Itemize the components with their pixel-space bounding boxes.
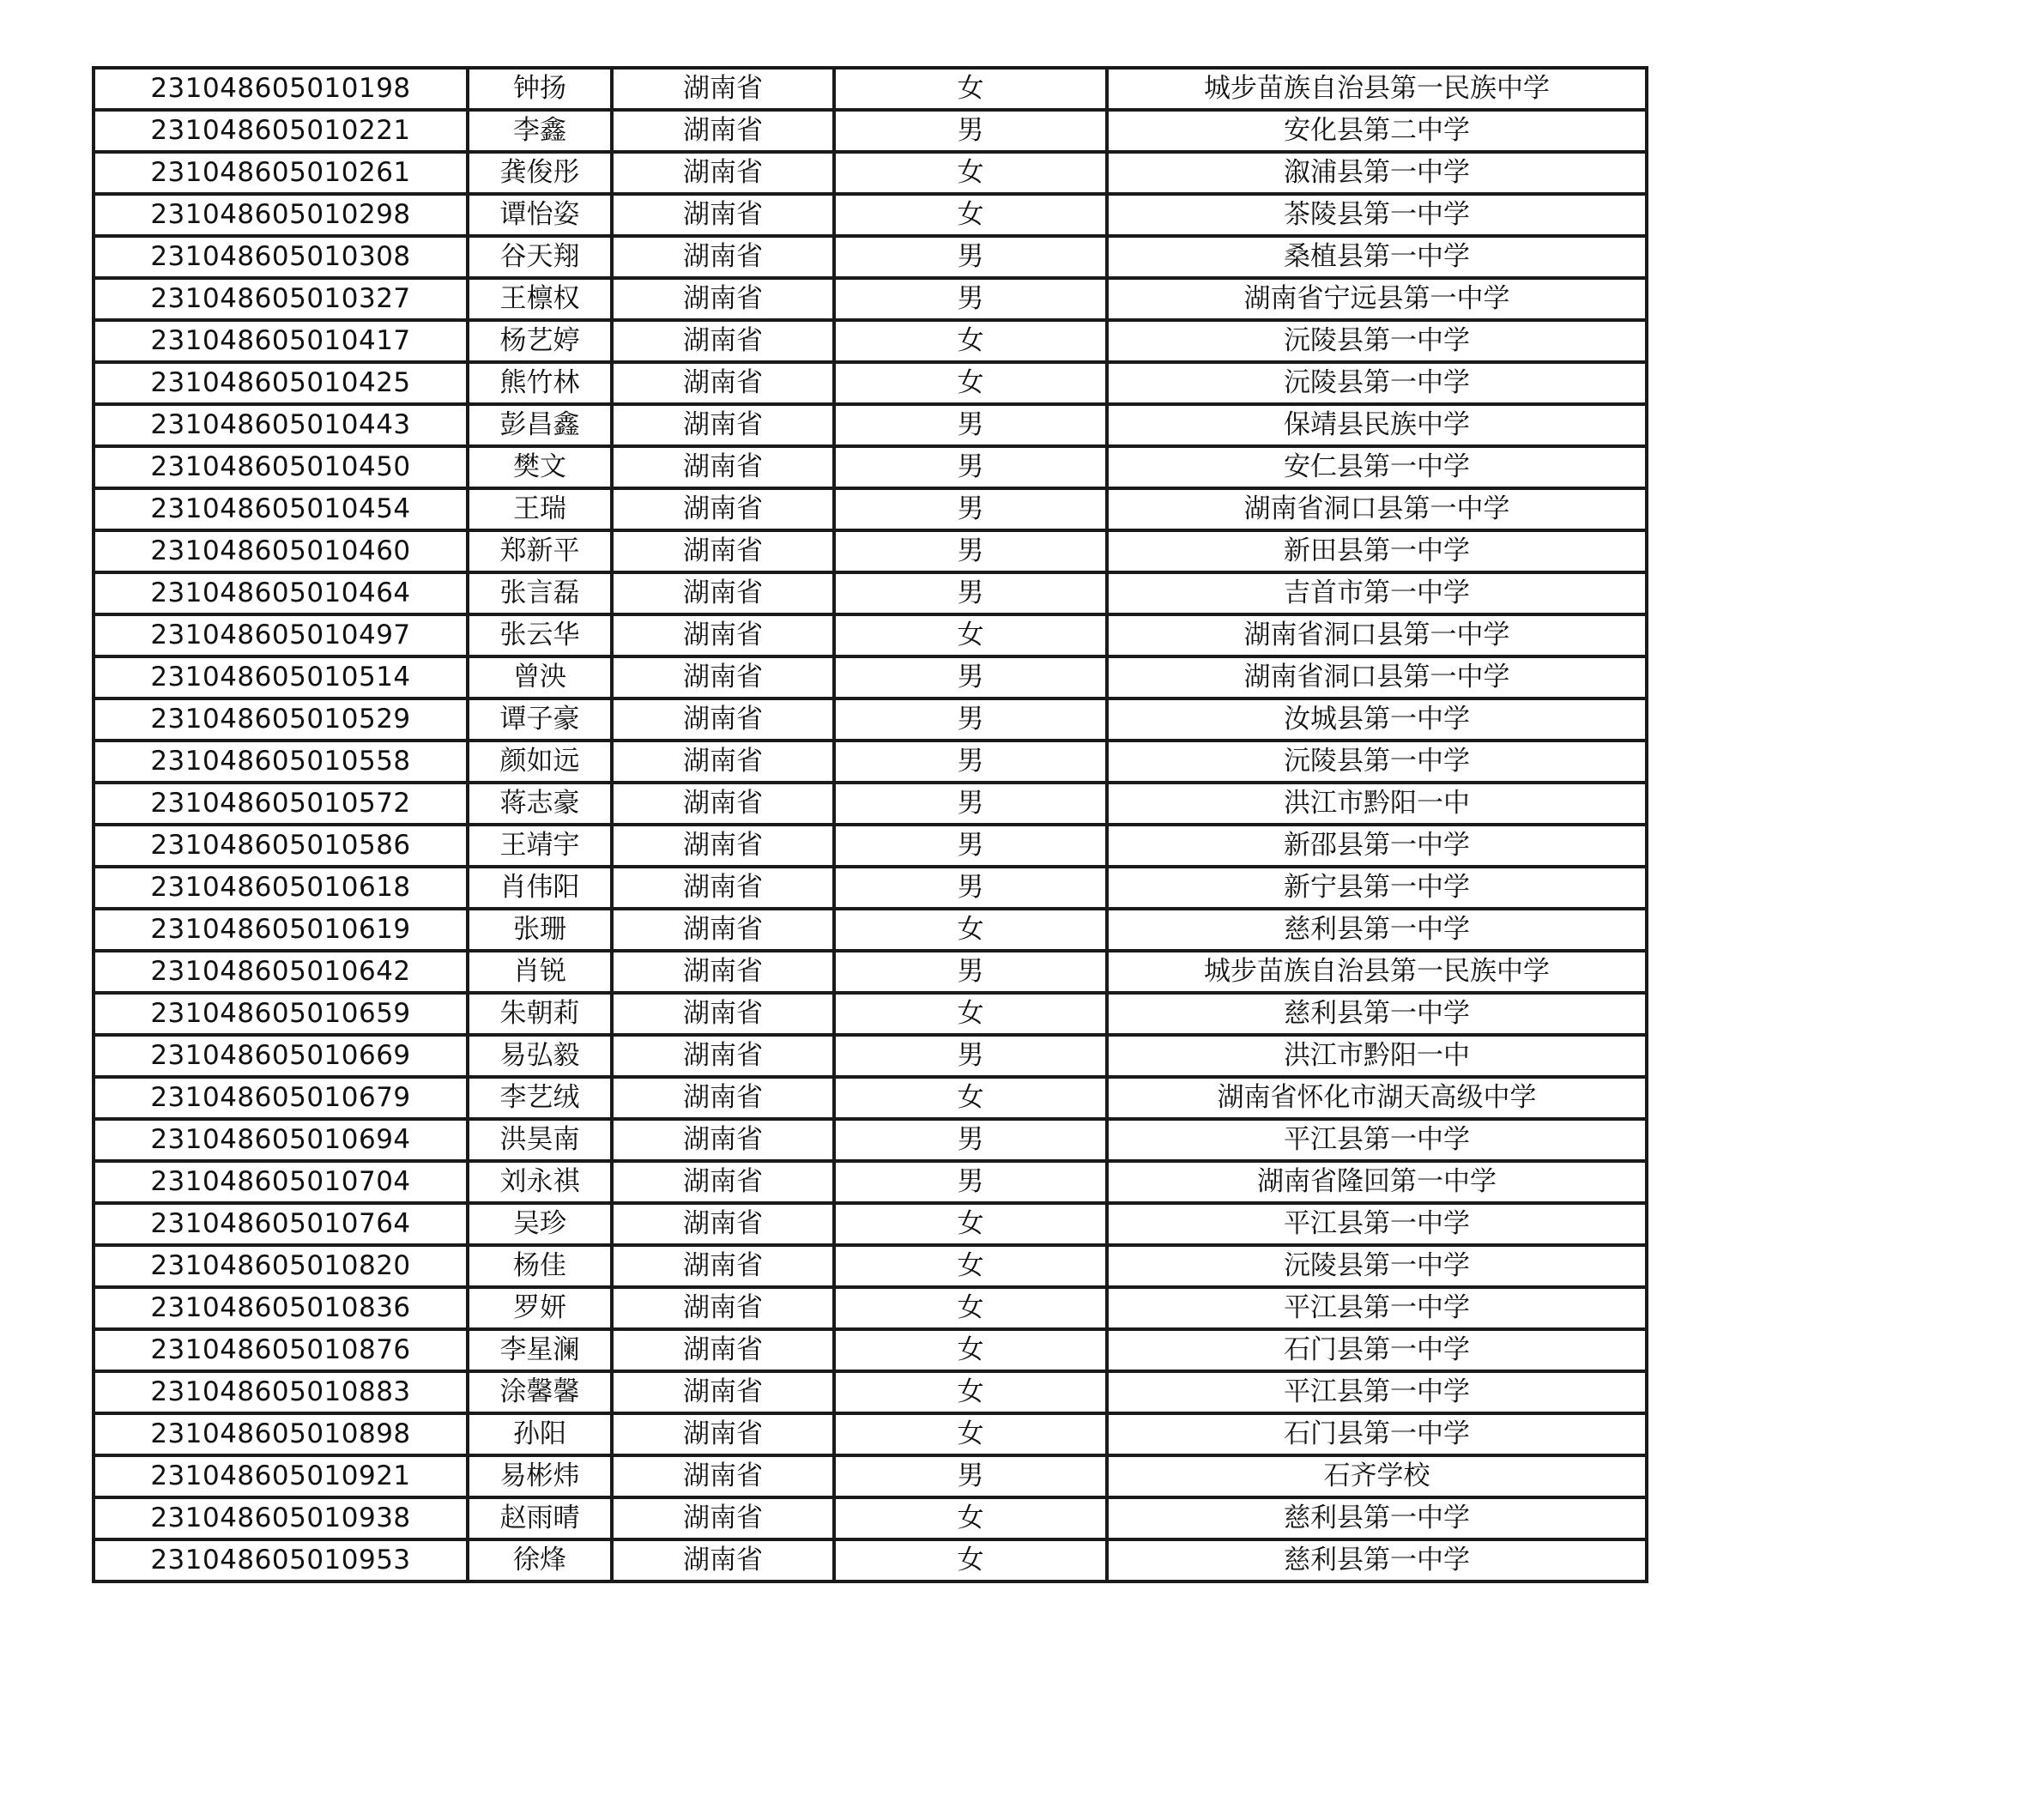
student-name-cell: 肖锐 bbox=[468, 951, 612, 993]
table-row bbox=[94, 993, 1647, 1035]
province-cell: 湖南省 bbox=[612, 278, 834, 320]
student-id-cell: 231048605010425 bbox=[94, 362, 468, 404]
province-cell: 湖南省 bbox=[612, 110, 834, 152]
student-id-cell: 231048605010298 bbox=[94, 194, 468, 236]
table-row bbox=[94, 1161, 1647, 1203]
school-cell: 城步苗族自治县第一民族中学 bbox=[1107, 951, 1647, 993]
student-name-cell: 吴珍 bbox=[468, 1203, 612, 1245]
province-cell: 湖南省 bbox=[612, 530, 834, 572]
school-cell: 湖南省洞口县第一中学 bbox=[1107, 656, 1647, 698]
table-row bbox=[94, 783, 1647, 825]
table-row bbox=[94, 1371, 1647, 1413]
student-name-cell: 谭怡姿 bbox=[468, 194, 612, 236]
student-id-cell: 231048605010679 bbox=[94, 1077, 468, 1119]
table-row bbox=[94, 909, 1647, 951]
table-row bbox=[94, 1329, 1647, 1371]
province-cell: 湖南省 bbox=[612, 1161, 834, 1203]
school-cell: 洪江市黔阳一中 bbox=[1107, 1035, 1647, 1077]
student-list-body bbox=[94, 68, 1647, 1581]
student-id-cell: 231048605010921 bbox=[94, 1455, 468, 1497]
gender-cell: 男 bbox=[834, 488, 1107, 530]
student-id-cell: 231048605010450 bbox=[94, 446, 468, 488]
student-name-cell: 钟扬 bbox=[468, 68, 612, 110]
table-row bbox=[94, 1035, 1647, 1077]
table-row bbox=[94, 1413, 1647, 1455]
school-cell: 湖南省洞口县第一中学 bbox=[1107, 614, 1647, 656]
student-name-cell: 张云华 bbox=[468, 614, 612, 656]
province-cell: 湖南省 bbox=[612, 951, 834, 993]
student-name-cell: 刘永祺 bbox=[468, 1161, 612, 1203]
school-cell: 新田县第一中学 bbox=[1107, 530, 1647, 572]
gender-cell: 女 bbox=[834, 1539, 1107, 1581]
student-id-cell: 231048605010669 bbox=[94, 1035, 468, 1077]
student-name-cell: 王瑞 bbox=[468, 488, 612, 530]
table-row bbox=[94, 404, 1647, 446]
gender-cell: 男 bbox=[834, 783, 1107, 825]
province-cell: 湖南省 bbox=[612, 867, 834, 909]
student-name-cell: 徐烽 bbox=[468, 1539, 612, 1581]
student-id-cell: 231048605010454 bbox=[94, 488, 468, 530]
school-cell: 保靖县民族中学 bbox=[1107, 404, 1647, 446]
table-row bbox=[94, 1077, 1647, 1119]
student-name-cell: 曾泱 bbox=[468, 656, 612, 698]
student-name-cell: 王靖宇 bbox=[468, 825, 612, 867]
school-cell: 茶陵县第一中学 bbox=[1107, 194, 1647, 236]
student-name-cell: 郑新平 bbox=[468, 530, 612, 572]
gender-cell: 女 bbox=[834, 194, 1107, 236]
province-cell: 湖南省 bbox=[612, 488, 834, 530]
student-id-cell: 231048605010836 bbox=[94, 1287, 468, 1329]
student-id-cell: 231048605010704 bbox=[94, 1161, 468, 1203]
province-cell: 湖南省 bbox=[612, 614, 834, 656]
province-cell: 湖南省 bbox=[612, 1539, 834, 1581]
student-name-cell: 涂馨馨 bbox=[468, 1371, 612, 1413]
student-id-cell: 231048605010327 bbox=[94, 278, 468, 320]
student-name-cell: 易弘毅 bbox=[468, 1035, 612, 1077]
gender-cell: 男 bbox=[834, 867, 1107, 909]
gender-cell: 女 bbox=[834, 1329, 1107, 1371]
province-cell: 湖南省 bbox=[612, 1455, 834, 1497]
table-row bbox=[94, 572, 1647, 614]
student-name-cell: 朱朝莉 bbox=[468, 993, 612, 1035]
student-name-cell: 易彬炜 bbox=[468, 1455, 612, 1497]
student-id-cell: 231048605010694 bbox=[94, 1119, 468, 1161]
province-cell: 湖南省 bbox=[612, 656, 834, 698]
student-id-cell: 231048605010619 bbox=[94, 909, 468, 951]
school-cell: 湖南省隆回第一中学 bbox=[1107, 1161, 1647, 1203]
student-id-cell: 231048605010898 bbox=[94, 1413, 468, 1455]
gender-cell: 女 bbox=[834, 1077, 1107, 1119]
gender-cell: 男 bbox=[834, 951, 1107, 993]
school-cell: 安化县第二中学 bbox=[1107, 110, 1647, 152]
gender-cell: 女 bbox=[834, 993, 1107, 1035]
gender-cell: 男 bbox=[834, 110, 1107, 152]
gender-cell: 女 bbox=[834, 1245, 1107, 1287]
table-row bbox=[94, 1455, 1647, 1497]
student-id-cell: 231048605010221 bbox=[94, 110, 468, 152]
gender-cell: 女 bbox=[834, 362, 1107, 404]
province-cell: 湖南省 bbox=[612, 320, 834, 362]
gender-cell: 男 bbox=[834, 572, 1107, 614]
table-row bbox=[94, 825, 1647, 867]
gender-cell: 男 bbox=[834, 1119, 1107, 1161]
province-cell: 湖南省 bbox=[612, 993, 834, 1035]
student-name-cell: 樊文 bbox=[468, 446, 612, 488]
student-name-cell: 谭子豪 bbox=[468, 698, 612, 741]
table-row bbox=[94, 362, 1647, 404]
student-name-cell: 彭昌鑫 bbox=[468, 404, 612, 446]
province-cell: 湖南省 bbox=[612, 1245, 834, 1287]
table-row bbox=[94, 488, 1647, 530]
table-row bbox=[94, 741, 1647, 783]
province-cell: 湖南省 bbox=[612, 1035, 834, 1077]
school-cell: 慈利县第一中学 bbox=[1107, 1497, 1647, 1539]
student-id-cell: 231048605010443 bbox=[94, 404, 468, 446]
school-cell: 溆浦县第一中学 bbox=[1107, 152, 1647, 194]
student-id-cell: 231048605010460 bbox=[94, 530, 468, 572]
table-row bbox=[94, 698, 1647, 741]
student-name-cell: 罗妍 bbox=[468, 1287, 612, 1329]
table-row bbox=[94, 1287, 1647, 1329]
school-cell: 湖南省洞口县第一中学 bbox=[1107, 488, 1647, 530]
table-row bbox=[94, 1497, 1647, 1539]
table-row bbox=[94, 152, 1647, 194]
table-row bbox=[94, 68, 1647, 110]
school-cell: 慈利县第一中学 bbox=[1107, 909, 1647, 951]
table-row bbox=[94, 656, 1647, 698]
province-cell: 湖南省 bbox=[612, 446, 834, 488]
school-cell: 石齐学校 bbox=[1107, 1455, 1647, 1497]
province-cell: 湖南省 bbox=[612, 1203, 834, 1245]
student-name-cell: 张珊 bbox=[468, 909, 612, 951]
gender-cell: 女 bbox=[834, 1413, 1107, 1455]
student-id-cell: 231048605010497 bbox=[94, 614, 468, 656]
school-cell: 平江县第一中学 bbox=[1107, 1203, 1647, 1245]
student-id-cell: 231048605010883 bbox=[94, 1371, 468, 1413]
school-cell: 石门县第一中学 bbox=[1107, 1413, 1647, 1455]
table-row bbox=[94, 951, 1647, 993]
school-cell: 湖南省怀化市湖天高级中学 bbox=[1107, 1077, 1647, 1119]
table-row bbox=[94, 110, 1647, 152]
province-cell: 湖南省 bbox=[612, 194, 834, 236]
table-row bbox=[94, 1119, 1647, 1161]
gender-cell: 女 bbox=[834, 152, 1107, 194]
gender-cell: 女 bbox=[834, 1497, 1107, 1539]
province-cell: 湖南省 bbox=[612, 825, 834, 867]
province-cell: 湖南省 bbox=[612, 1329, 834, 1371]
table-row bbox=[94, 194, 1647, 236]
student-name-cell: 孙阳 bbox=[468, 1413, 612, 1455]
student-id-cell: 231048605010764 bbox=[94, 1203, 468, 1245]
student-name-cell: 杨佳 bbox=[468, 1245, 612, 1287]
gender-cell: 男 bbox=[834, 236, 1107, 278]
table-row bbox=[94, 278, 1647, 320]
province-cell: 湖南省 bbox=[612, 1413, 834, 1455]
gender-cell: 男 bbox=[834, 1035, 1107, 1077]
gender-cell: 男 bbox=[834, 1161, 1107, 1203]
student-id-cell: 231048605010586 bbox=[94, 825, 468, 867]
province-cell: 湖南省 bbox=[612, 783, 834, 825]
gender-cell: 男 bbox=[834, 278, 1107, 320]
student-id-cell: 231048605010417 bbox=[94, 320, 468, 362]
student-name-cell: 赵雨晴 bbox=[468, 1497, 612, 1539]
student-list-table bbox=[92, 66, 1648, 1583]
gender-cell: 男 bbox=[834, 404, 1107, 446]
table-row bbox=[94, 446, 1647, 488]
student-name-cell: 颜如远 bbox=[468, 741, 612, 783]
table-row bbox=[94, 236, 1647, 278]
province-cell: 湖南省 bbox=[612, 362, 834, 404]
province-cell: 湖南省 bbox=[612, 404, 834, 446]
school-cell: 新宁县第一中学 bbox=[1107, 867, 1647, 909]
student-name-cell: 张言磊 bbox=[468, 572, 612, 614]
gender-cell: 男 bbox=[834, 825, 1107, 867]
school-cell: 桑植县第一中学 bbox=[1107, 236, 1647, 278]
gender-cell: 男 bbox=[834, 741, 1107, 783]
province-cell: 湖南省 bbox=[612, 1497, 834, 1539]
student-name-cell: 王檩权 bbox=[468, 278, 612, 320]
student-id-cell: 231048605010514 bbox=[94, 656, 468, 698]
school-cell: 石门县第一中学 bbox=[1107, 1329, 1647, 1371]
table-row bbox=[94, 614, 1647, 656]
student-id-cell: 231048605010876 bbox=[94, 1329, 468, 1371]
gender-cell: 女 bbox=[834, 68, 1107, 110]
gender-cell: 女 bbox=[834, 1287, 1107, 1329]
table-row bbox=[94, 530, 1647, 572]
student-name-cell: 熊竹林 bbox=[468, 362, 612, 404]
student-name-cell: 洪昊南 bbox=[468, 1119, 612, 1161]
student-id-cell: 231048605010572 bbox=[94, 783, 468, 825]
student-id-cell: 231048605010558 bbox=[94, 741, 468, 783]
student-id-cell: 231048605010659 bbox=[94, 993, 468, 1035]
school-cell: 城步苗族自治县第一民族中学 bbox=[1107, 68, 1647, 110]
school-cell: 平江县第一中学 bbox=[1107, 1287, 1647, 1329]
table-row bbox=[94, 320, 1647, 362]
gender-cell: 女 bbox=[834, 909, 1107, 951]
province-cell: 湖南省 bbox=[612, 572, 834, 614]
student-name-cell: 李鑫 bbox=[468, 110, 612, 152]
student-id-cell: 231048605010618 bbox=[94, 867, 468, 909]
student-name-cell: 龚俊彤 bbox=[468, 152, 612, 194]
student-id-cell: 231048605010642 bbox=[94, 951, 468, 993]
table-row bbox=[94, 1539, 1647, 1581]
province-cell: 湖南省 bbox=[612, 152, 834, 194]
student-id-cell: 231048605010464 bbox=[94, 572, 468, 614]
school-cell: 慈利县第一中学 bbox=[1107, 1539, 1647, 1581]
student-name-cell: 杨艺婷 bbox=[468, 320, 612, 362]
school-cell: 洪江市黔阳一中 bbox=[1107, 783, 1647, 825]
province-cell: 湖南省 bbox=[612, 909, 834, 951]
gender-cell: 女 bbox=[834, 1203, 1107, 1245]
student-id-cell: 231048605010953 bbox=[94, 1539, 468, 1581]
school-cell: 沅陵县第一中学 bbox=[1107, 362, 1647, 404]
school-cell: 沅陵县第一中学 bbox=[1107, 741, 1647, 783]
gender-cell: 男 bbox=[834, 656, 1107, 698]
province-cell: 湖南省 bbox=[612, 741, 834, 783]
table-row bbox=[94, 867, 1647, 909]
school-cell: 湖南省宁远县第一中学 bbox=[1107, 278, 1647, 320]
school-cell: 沅陵县第一中学 bbox=[1107, 1245, 1647, 1287]
student-name-cell: 李星澜 bbox=[468, 1329, 612, 1371]
gender-cell: 男 bbox=[834, 1455, 1107, 1497]
province-cell: 湖南省 bbox=[612, 1371, 834, 1413]
province-cell: 湖南省 bbox=[612, 1077, 834, 1119]
gender-cell: 男 bbox=[834, 698, 1107, 741]
school-cell: 汝城县第一中学 bbox=[1107, 698, 1647, 741]
student-id-cell: 231048605010529 bbox=[94, 698, 468, 741]
province-cell: 湖南省 bbox=[612, 236, 834, 278]
province-cell: 湖南省 bbox=[612, 68, 834, 110]
student-id-cell: 231048605010198 bbox=[94, 68, 468, 110]
student-name-cell: 肖伟阳 bbox=[468, 867, 612, 909]
school-cell: 沅陵县第一中学 bbox=[1107, 320, 1647, 362]
student-id-cell: 231048605010308 bbox=[94, 236, 468, 278]
student-id-cell: 231048605010938 bbox=[94, 1497, 468, 1539]
school-cell: 平江县第一中学 bbox=[1107, 1371, 1647, 1413]
province-cell: 湖南省 bbox=[612, 698, 834, 741]
gender-cell: 男 bbox=[834, 446, 1107, 488]
gender-cell: 女 bbox=[834, 1371, 1107, 1413]
table-row bbox=[94, 1203, 1647, 1245]
school-cell: 安仁县第一中学 bbox=[1107, 446, 1647, 488]
gender-cell: 男 bbox=[834, 530, 1107, 572]
school-cell: 平江县第一中学 bbox=[1107, 1119, 1647, 1161]
school-cell: 慈利县第一中学 bbox=[1107, 993, 1647, 1035]
student-name-cell: 蒋志豪 bbox=[468, 783, 612, 825]
province-cell: 湖南省 bbox=[612, 1119, 834, 1161]
province-cell: 湖南省 bbox=[612, 1287, 834, 1329]
gender-cell: 女 bbox=[834, 320, 1107, 362]
student-name-cell: 李艺绒 bbox=[468, 1077, 612, 1119]
student-name-cell: 谷天翔 bbox=[468, 236, 612, 278]
school-cell: 新邵县第一中学 bbox=[1107, 825, 1647, 867]
table-row bbox=[94, 1245, 1647, 1287]
gender-cell: 女 bbox=[834, 614, 1107, 656]
student-id-cell: 231048605010820 bbox=[94, 1245, 468, 1287]
student-id-cell: 231048605010261 bbox=[94, 152, 468, 194]
school-cell: 吉首市第一中学 bbox=[1107, 572, 1647, 614]
